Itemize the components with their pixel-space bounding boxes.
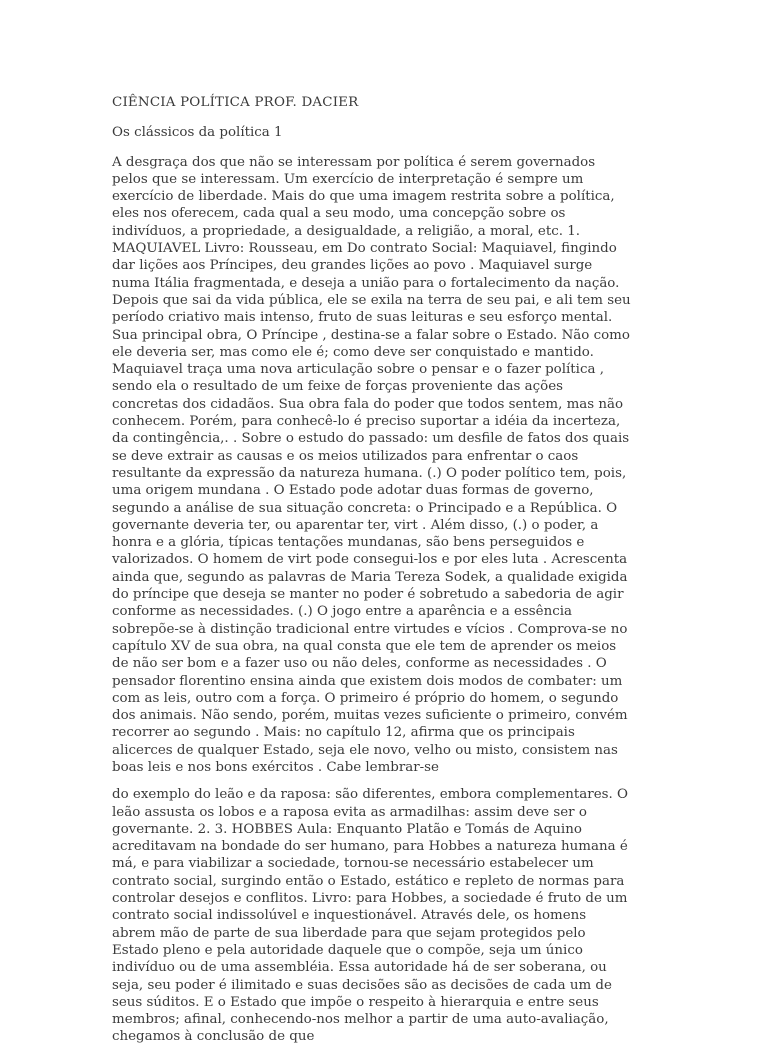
document-page bbox=[112, 94, 632, 1056]
paragraph-1: A desgraça dos que não se interessam por política é serem governados pelos que se interessam. Um exercício de interpretação é sempre um exercício de liberdade. Mais do que uma imagem restrita sobre a política, eles nos oferecem, cada qual a seu modo, uma concepção sobre os indivíduos, a propriedade, a desigualdade, a religião, a moral, etc. 1. MAQUIAVEL Livro: Rousseau, em Do contrato Social: Maquiavel, fingindo dar lições aos Príncipes, deu grandes lições ao povo . Maquiavel surge numa Itália fragmentada, e deseja a união para o fortalecimento da nação. Depois que sai da vida pública, ele se exila na terra de seu pai, e ali tem seu período criativo mais intenso, fruto de suas leituras e seu esforço mental. Sua principal obra, O Príncipe , destina-se a falar sobre o Estado. Não como ele deveria ser, mas como ele é; como deve ser conquistado e mantido. Maquiavel traça uma nova articulação sobre o pensar e o fazer política , sendo ela o resultado de um feixe de forças proveniente das ações concretas dos cidadãos. Sua obra fala do poder que todos sentem, mas não conhecem. Porém, para conhecê-lo é preciso suportar a idéia da incerteza, da contingência,. . Sobre o estudo do passado: um desfile de fatos dos quais se deve extrair as causas e os meios utilizados para enfrentar o caos resultante da expressão da natureza humana. (.) O poder político tem, pois, uma origem mundana . O Estado pode adotar duas formas de governo, segundo a análise de sua situação concreta: o Principado e a República. O governante deveria ter, ou aparentar ter, virt . Além disso, (.) o poder, a honra e a glória, típicas tentações mundanas, são bens perseguidos e valorizados. O homem de virt pode consegui-los e por eles luta . Acrescenta ainda que, segundo as palavras de Maria Tereza Sodek, a qualidade exigida do príncipe que deseja se manter no poder é sobretudo a sabedoria de agir conforme as necessidades. (.) O jogo entre a aparência e a essência sobrepõe-se à distinção tradicional entre virtudes e vícios . Comprova-se no capítulo XV de sua obra, na qual consta que ele tem de aprender os meios de não ser bom e a fazer uso ou não deles, conforme as necessidades . O pensador florentino ensina ainda que existem dois modos de combater: um com as leis, outro com a força. O primeiro é próprio do homem, o segundo dos animais. Não sendo, porém, muitas vezes suficiente o primeiro, convém recorrer ao segundo . Mais: no capítulo 12, afirma que os principais alicerces de qualquer Estado, seja ele novo, velho ou misto, consistem nas boas leis e nos bons exércitos . Cabe lembrar-se bbox=[112, 154, 631, 775]
document-subtitle: Os clássicos da política 1 bbox=[112, 125, 283, 141]
paragraph-2: do exemplo do leão e da raposa: são diferentes, embora complementares. O leão assusta os lobos e a raposa evita as armadilhas: assim deve ser o governante. 2. 3. HOBBES Aula: Enquanto Platão e Tomás de Aquino acreditavam na bondade do ser humano, para Hobbes a natureza humana é má, e para viabilizar a sociedade, tornou-se necessário estabelecer um contrato social, surgindo então o Estado, estático e repleto de normas para controlar desejos e conflitos. Livro: para Hobbes, a sociedade é fruto de um contrato social indissolúvel e inquestionável. Através dele, os homens abrem mão de parte de sua liberdade para que sejam protegidos pelo Estado pleno e pela autoridade daquele que o compõe, seja um único indivíduo ou de uma assembléia. Essa autoridade há de ser soberana, ou seja, seu poder é ilimitado e suas decisões são as decisões de cada um de seus súditos. E o Estado que impõe o respeito à hierarquia e entre seus membros; afinal, conhecendo-nos melhor a partir de uma auto-avaliação, chegamos à conclusão de que bbox=[112, 787, 628, 1045]
document-title: CIÊNCIA POLÍTICA PROF. DACIER bbox=[112, 95, 359, 110]
